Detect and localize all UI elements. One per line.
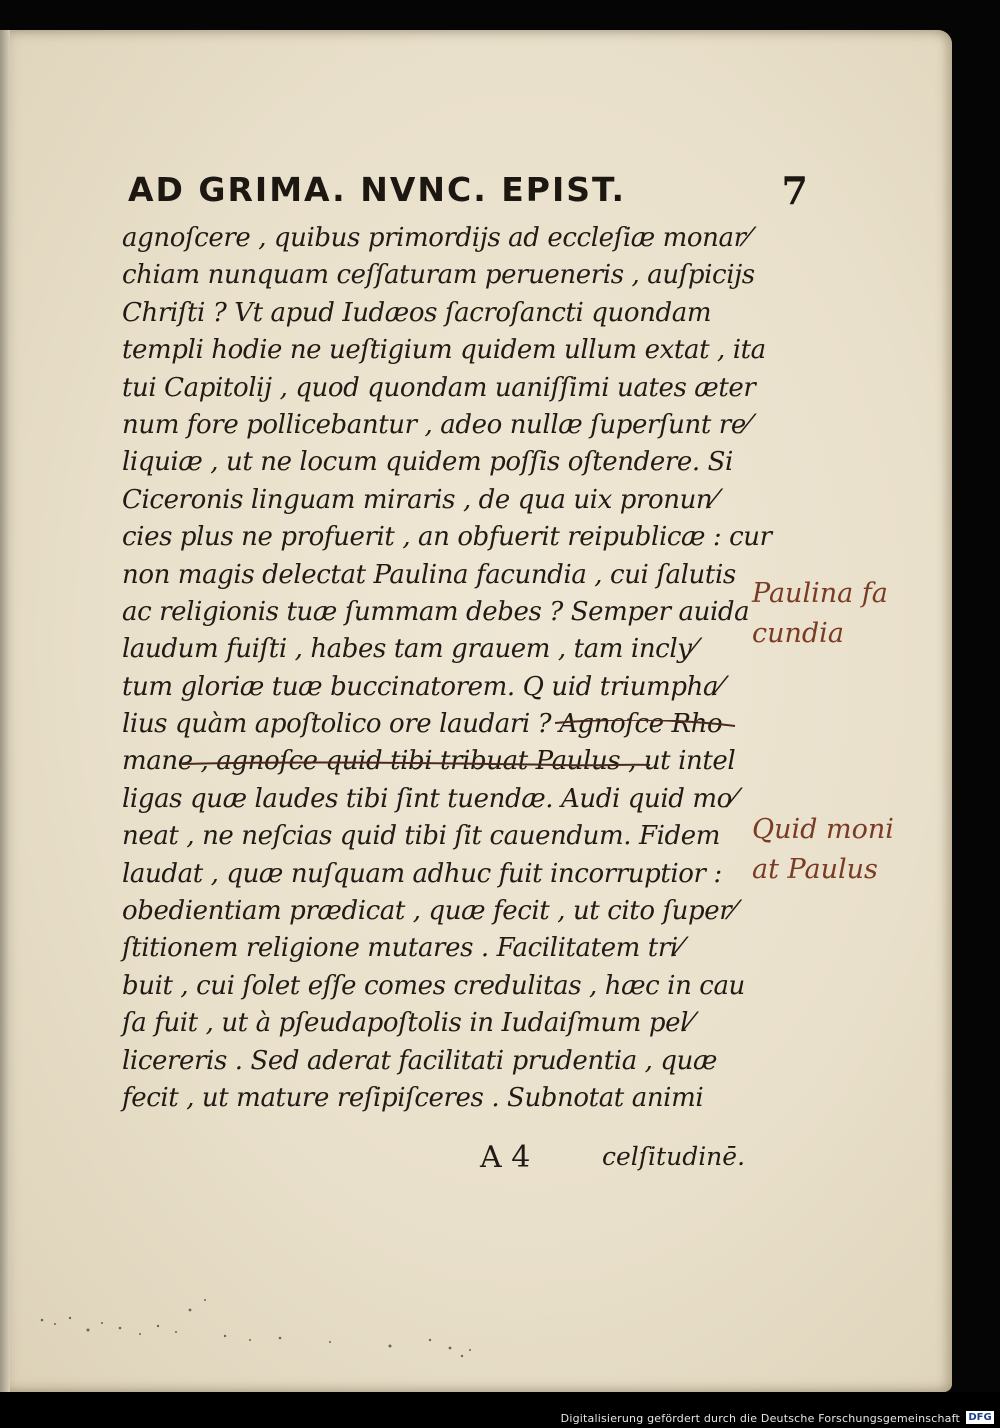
text-line: laudum fuiſti , habes tam grauem , tam incly⁄ (122, 634, 696, 665)
text-line: agnoſcere , quibus primordijs ad eccleſiæ monar⁄ (122, 223, 750, 253)
text-line: mane , agnoſce quid tibi tribuat Paulus , ut intel (122, 746, 736, 777)
text-line: chiam nunquam ceſſaturam perueneris , auſpicijs (122, 260, 755, 291)
text-line: num fore pollicebantur , adeo nullæ ſuperſunt re⁄ (122, 409, 750, 440)
text-line: ſa fuit , ut à pſeudapoſtolis in Iudaiſmum pel⁄ (122, 1008, 692, 1039)
page-catchline (480, 1140, 780, 1184)
marginal-note (752, 574, 888, 654)
page-gutter-edge (0, 30, 10, 1392)
dfg-logo-icon: DFG (966, 1411, 994, 1424)
funding-credit: Digitalisierung gefördert durch die Deutsche Forschungsgemeinschaft (560, 1412, 960, 1425)
catchword: celſitudinē. (602, 1142, 746, 1171)
text-line: ligas quæ laudes tibi ſint tuendæ. Audi quid mo⁄ (122, 783, 736, 814)
body-text (122, 220, 772, 1117)
text-line: ſtitionem religione mutares . Facilitatem tri⁄ (122, 933, 682, 964)
text-line: cies plus ne profuerit , an obfuerit reipublicæ : cur (122, 522, 772, 553)
text-line: liquiæ , ut ne locum quidem poſſis oſtendere. Si (122, 447, 733, 478)
text-line: neat , ne neſcias quid tibi ſit cauendum. Fidem (122, 821, 721, 852)
text-line: templi hodie ne ueſtigium quidem ullum extat , ita (122, 335, 766, 366)
text-line: buit , cui ſolet eſſe comes credulitas , hæc in cau (122, 970, 745, 1001)
text-line: licereris . Sed aderat facilitati prudentia , quæ (122, 1045, 718, 1076)
folio-number: 7 (781, 168, 808, 213)
text-line: obedientiam prædicat , quæ fecit , ut cito ſuper⁄ (122, 896, 736, 927)
text-line: Ciceronis linguam miraris , de qua uix pronun⁄ (122, 484, 717, 515)
page-header (128, 170, 808, 220)
handwritten-underline (180, 720, 740, 770)
marginal-note-line: at Paulus (752, 854, 878, 885)
marginal-note (752, 810, 894, 890)
marginal-note-line: Paulina fa (752, 578, 888, 609)
marginal-note-line: cundia (752, 618, 844, 649)
paper-specks (30, 1290, 490, 1370)
signature-mark: A 4 (480, 1140, 531, 1175)
text-line: ac religionis tuæ ſummam debes ? Semper auida (122, 596, 750, 627)
text-line: tui Capitolij , quod quondam uaniſſimi uates æter (122, 372, 756, 403)
text-line: lius quàm apoſtolico ore laudari ? Agnoſce Rho (122, 709, 723, 740)
text-line: laudat , quæ nuſquam adhuc fuit incorruptior : (122, 858, 722, 889)
running-head: AD GRIMA. NVNC. EPIST. (128, 170, 627, 209)
text-line: tum gloriæ tuæ buccinatorem. Q uid triumpha⁄ (122, 671, 723, 702)
text-line: Chriſti ? Vt apud Iudæos ſacroſancti quondam (122, 297, 712, 328)
text-line: fecit , ut mature reſipiſceres . Subnotat animi (122, 1082, 704, 1113)
text-line: non magis delectat Paulina facundia , cui ſalutis (122, 559, 736, 590)
marginal-note-line: Quid moni (752, 814, 894, 845)
